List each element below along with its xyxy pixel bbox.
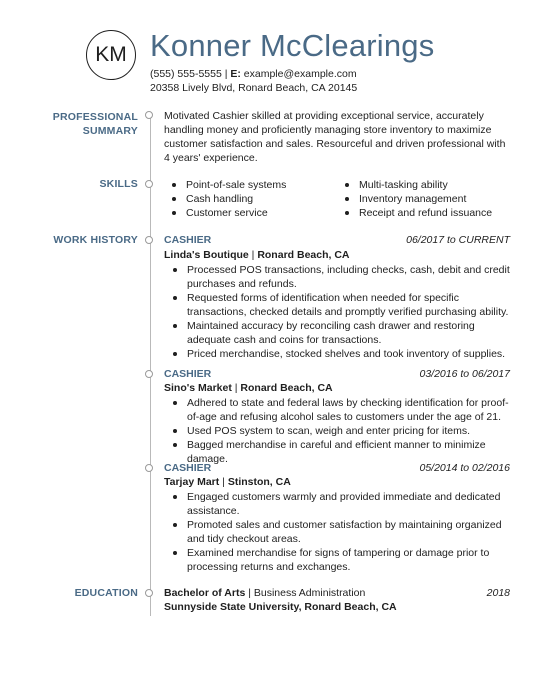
duty-item: Examined merchandise for signs of tampering or damage prior to processing returns and exchanges. <box>164 546 512 574</box>
skill-item: Cash handling <box>170 192 286 206</box>
job-title: CASHIER <box>164 462 212 474</box>
job-title: CASHIER <box>164 368 212 380</box>
duty-item: Engaged customers warmly and provided immediate and dedicated assistance. <box>164 490 512 518</box>
monogram-initials: KM <box>95 43 127 66</box>
phone: (555) 555-5555 <box>150 68 222 80</box>
job-duties <box>164 263 512 361</box>
email-label: E: <box>230 68 241 80</box>
job-dates: 05/2014 to 02/2016 <box>419 462 510 474</box>
duty-item: Used POS system to scan, weigh and enter pricing for items. <box>164 424 512 438</box>
company-location: Ronard Beach, CA <box>257 249 350 261</box>
degree: Bachelor of Arts <box>164 587 246 599</box>
timeline-node <box>145 180 153 188</box>
contact-line: (555) 555-5555 | E: example@example.com <box>150 68 357 80</box>
job-dates: 03/2016 to 06/2017 <box>419 368 510 380</box>
section-label-education: EDUCATION <box>74 587 138 599</box>
company-location: Ronard Beach, CA <box>240 382 333 394</box>
section-label-summary <box>53 110 138 138</box>
duty-item: Promoted sales and customer satisfaction by maintaining organized and tidy checkout areas. <box>164 518 512 546</box>
company-location: Stinston, CA <box>227 476 291 488</box>
company-name: Linda's Boutique <box>164 249 249 261</box>
duty-item: Processed POS transactions, including checks, cash, debit and credit purchases and refunds. <box>164 263 512 291</box>
duty-item: Maintained accuracy by reconciling cash drawer and restoring adequate cash and coins for transactions. <box>164 319 512 347</box>
summary-text: Motivated Cashier skilled at providing exceptional service, accurately handling money and proficiently managing store inventory to maximize customer satisfaction and sales. Resourceful and driven professional with 4 years' experience. <box>164 110 506 164</box>
timeline-node <box>145 589 153 597</box>
monogram-badge <box>86 30 136 80</box>
school-name: Sunnyside State University, Ronard Beach, CA <box>164 601 397 613</box>
field-of-study: Business Administration <box>253 587 366 599</box>
job-duties <box>164 396 512 466</box>
skill-item: Point-of-sale systems <box>170 178 286 192</box>
job-duties <box>164 490 512 574</box>
email: example@example.com <box>243 68 357 80</box>
summary-label-line1: PROFESSIONAL <box>52 111 138 123</box>
address: 20358 Lively Blvd, Ronard Beach, CA 20145 <box>150 82 358 94</box>
job-employer: Tarjay Mart | Stinston, CA <box>164 476 291 488</box>
skill-item: Customer service <box>170 206 286 220</box>
timeline-node <box>145 236 153 244</box>
timeline-node <box>145 464 153 472</box>
section-label-work-history: WORK HISTORY <box>53 234 138 246</box>
education-degree-line: Bachelor of Arts | Business Administration <box>164 587 366 599</box>
duty-item: Bagged merchandise in careful and efficient manner to minimize damage. <box>164 438 512 466</box>
section-label-skills: SKILLS <box>99 178 138 190</box>
duty-item: Adhered to state and federal laws by checking identification for proof-of-age and refusing alcohol sales to customers under the age of 21. <box>164 396 512 424</box>
summary-label-line2: SUMMARY <box>82 125 138 137</box>
skills-list-right <box>343 178 492 220</box>
skill-item: Inventory management <box>343 192 492 206</box>
skill-item: Receipt and refund issuance <box>343 206 492 220</box>
candidate-name: Konner McClearings <box>150 28 435 63</box>
timeline-node <box>145 111 153 119</box>
graduation-year: 2018 <box>486 587 510 599</box>
job-dates: 06/2017 to CURRENT <box>406 234 510 246</box>
duty-item: Requested forms of identification when needed for specific transactions, checked details and promptly verified purchasing ability. <box>164 291 512 319</box>
skills-list-left <box>170 178 286 220</box>
job-employer: Linda's Boutique | Ronard Beach, CA <box>164 249 350 261</box>
duty-item: Priced merchandise, stocked shelves and took inventory of supplies. <box>164 347 512 361</box>
job-employer: Sino's Market | Ronard Beach, CA <box>164 382 333 394</box>
job-title: CASHIER <box>164 234 212 246</box>
company-name: Sino's Market <box>164 382 232 394</box>
company-name: Tarjay Mart <box>164 476 220 488</box>
timeline-node <box>145 370 153 378</box>
skill-item: Multi-tasking ability <box>343 178 492 192</box>
